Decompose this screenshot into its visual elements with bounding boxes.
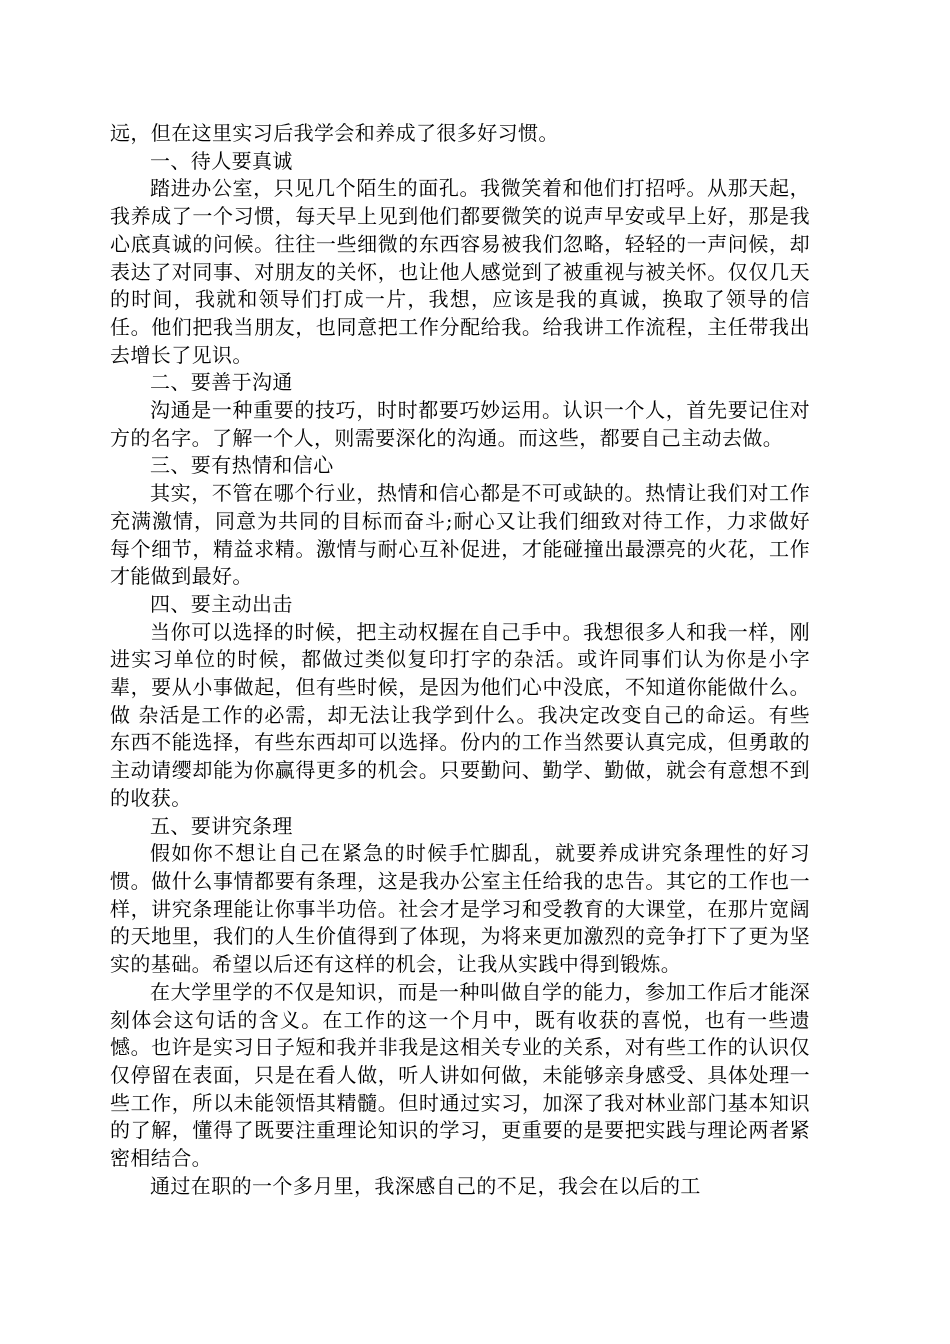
paragraph-initiative: 当你可以选择的时候，把主动权握在自己手中。我想很多人和我一样，刚进实习单位的时候，都做过类似复印打字的杂活。或许同事们认为你是小字辈，要从小事做起，但有些时候，是因为他们心中没底，不知道你能做什么。做 杂活是工作的必需，却无法让我学到什么。我决定改变自己的命运。有些东西不能选择，有些东西却可以选择。份内的工作当然要认真完成，但勇敢的主动请缨却能为你赢得更多的机会。只要勤问、勤学、勤做，就会有意想不到的收获。	[110, 619, 810, 810]
section-heading-initiative: 四、要主动出击	[150, 591, 293, 616]
paragraph-closing-partial: 通过在职的一个多月里，我深感自己的不足，我会在以后的工	[150, 1173, 701, 1198]
section-heading-communication: 二、要善于沟通	[150, 370, 293, 395]
paragraph-university-learning: 在大学里学的不仅是知识，而是一种叫做自学的能力，参加工作后才能深刻体会这句话的含义。在工作的这一个月中，既有收获的喜悦，也有一些遗憾。也许是实习日子短和我并非我是这相关专业的关系，对有些工作的认识仅仅停留在表面，只是在看人做，听人讲如何做，未能够亲身感受、具体处理一些工作，所以未能领悟其精髓。但时通过实习，加深了我对林业部门基本知识的了解，懂得了既要注重理论知识的学习，更重要的是要把实践与理论两者紧密相结合。	[110, 979, 810, 1171]
paragraph-continuation: 远，但在这里实习后我学会和养成了很多好习惯。	[110, 121, 559, 145]
section-heading-organization: 五、要讲究条理	[150, 813, 293, 838]
paragraph-sincerity: 踏进办公室，只见几个陌生的面孔。我微笑着和他们打招呼。从那天起，我养成了一个习惯，每天早上见到他们都要微笑的说声早安或早上好，那是我心底真诚的问候。往往一些细微的东西容易被我们忽略，轻轻的一声问候，却表达了对同事、对朋友的关怀，也让他人感觉到了被重视与被关怀。仅仅几天的时间，我就和领导们打成一片，我想，应该是我的真诚，换取了领导的信任。他们把我当朋友，也同意把工作分配给我。给我讲工作流程，主任带我出去增长了见识。	[110, 176, 810, 367]
paragraph-organization: 假如你不想让自己在紧急的时候手忙脚乱，就要养成讲究条理性的好习惯。做什么事情都要有条理，这是我办公室主任给我的忠告。其它的工作也一样，讲究条理能让你事半功倍。社会才是学习和受教育的大课堂，在那片宽阔的天地里，我们的人生价值得到了体现，为将来更加激烈的竞争打下了更为坚实的基础。希望以后还有这样的机会，让我从实践中得到锻炼。	[110, 841, 810, 977]
document-page	[110, 120, 810, 1200]
section-heading-sincerity: 一、待人要真诚	[150, 148, 293, 173]
paragraph-communication: 沟通是一种重要的技巧，时时都要巧妙运用。认识一个人，首先要记住对方的名字。了解一个人，则需要深化的沟通。而这些，都要自己主动去做。	[110, 398, 810, 450]
section-heading-enthusiasm: 三、要有热情和信心	[150, 453, 334, 478]
paragraph-enthusiasm: 其实，不管在哪个行业，热情和信心都是不可或缺的。热情让我们对工作充满激情，同意为共同的目标而奋斗;耐心又让我们细致对待工作，力求做好每个细节，精益求精。激情与耐心互补促进，才能碰撞出最漂亮的火花，工作才能做到最好。	[110, 481, 810, 589]
